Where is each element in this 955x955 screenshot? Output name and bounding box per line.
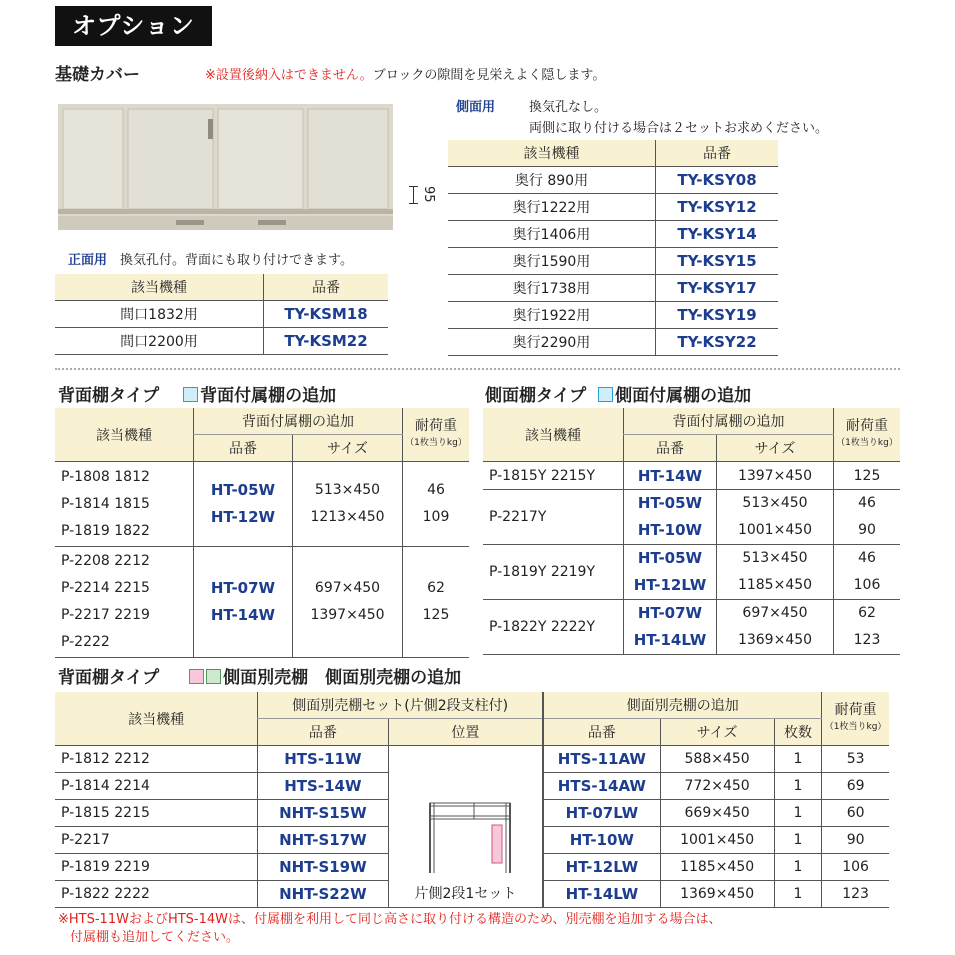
table-row xyxy=(55,547,469,658)
model-cell: P-1808 1812 P-1814 1815 P-1819 1822 xyxy=(55,462,194,547)
model-cell: 奥行2290用 xyxy=(448,329,656,356)
model-cell: 間口1832用 xyxy=(55,301,264,328)
front-col-model: 該当機種 xyxy=(55,274,264,301)
table-row xyxy=(448,302,778,329)
side-cover-table xyxy=(448,140,778,356)
sep-col-set: 側面別売棚セット(片側2段支柱付) xyxy=(258,692,544,719)
sep-col-qty: 枚数 xyxy=(774,719,822,746)
side-table xyxy=(483,408,900,655)
table-row xyxy=(483,462,900,490)
sep-col-model: 該当機種 xyxy=(55,692,258,746)
front-col-code: 品番 xyxy=(264,274,389,301)
side-cover-col-code: 品番 xyxy=(656,140,779,167)
code-cell: HT-05W HT-12W xyxy=(194,462,293,547)
size-cell: 513×450 1185×450 xyxy=(717,545,834,600)
side-col-model: 該当機種 xyxy=(483,408,624,462)
code-cell: TY-KSY22 xyxy=(656,329,779,356)
set-code-cell: NHT-S17W xyxy=(258,827,388,854)
model-cell: 間口2200用 xyxy=(55,328,264,355)
code-cell: HT-05W HT-12LW xyxy=(624,545,717,600)
side-cover-desc2: 両側に取り付ける場合は２セットお求めください。 xyxy=(529,121,829,136)
qty-cell: 1 xyxy=(774,746,822,773)
load-cell: 123 xyxy=(822,881,889,908)
dimension-tick-bottom xyxy=(409,203,418,204)
load-cell: 90 xyxy=(822,827,889,854)
code-cell: TY-KSM22 xyxy=(264,328,389,355)
size-cell: 1369×450 xyxy=(660,881,774,908)
qty-cell: 1 xyxy=(774,800,822,827)
table-row xyxy=(55,301,388,328)
table-row xyxy=(55,462,469,547)
load-cell: 69 xyxy=(822,773,889,800)
model-cell: P-1822 2222 xyxy=(55,881,258,908)
size-cell: 513×450 1001×450 xyxy=(717,490,834,545)
model-cell: P-1812 2212 xyxy=(55,746,258,773)
sep-col-pos: 位置 xyxy=(388,719,543,746)
footnote xyxy=(58,911,938,947)
side-cover-label: 側面用 xyxy=(456,100,496,115)
side-col-size: サイズ xyxy=(717,435,834,462)
table-row xyxy=(55,746,889,773)
legend-blue-icon xyxy=(183,387,198,402)
table-row xyxy=(448,275,778,302)
front-caption xyxy=(68,249,353,268)
side-heading xyxy=(485,381,751,406)
side-legend: 側面付属棚の追加 xyxy=(615,386,752,406)
model-cell: P-2217 xyxy=(55,827,258,854)
table-row xyxy=(448,194,778,221)
code-cell: HT-14LW xyxy=(543,881,660,908)
model-cell: P-1822Y 2222Y xyxy=(483,600,624,655)
shed-image xyxy=(58,104,398,234)
shelf-diagram xyxy=(410,797,520,875)
model-cell: P-2217Y xyxy=(483,490,624,545)
table-row xyxy=(483,600,900,655)
back-legend: 背面付属棚の追加 xyxy=(200,386,337,406)
model-cell: P-1814 2214 xyxy=(55,773,258,800)
load-cell: 62 125 xyxy=(403,547,470,658)
position-caption: 片側2段1セット xyxy=(414,886,517,902)
qty-cell: 1 xyxy=(774,827,822,854)
sep-col-load: 耐荷重 （1枚当りkg） xyxy=(822,692,889,746)
qty-cell: 1 xyxy=(774,881,822,908)
kiso-description: ブロックの隙間を見栄えよく隠します。 xyxy=(372,68,606,83)
legend-green-icon xyxy=(206,669,221,684)
code-cell: HTS-11AW xyxy=(543,746,660,773)
set-code-cell: NHT-S22W xyxy=(258,881,388,908)
size-cell: 513×450 1213×450 xyxy=(293,462,403,547)
code-cell: TY-KSY08 xyxy=(656,167,779,194)
size-cell: 1185×450 xyxy=(660,854,774,881)
load-cell: 46 90 xyxy=(834,490,901,545)
code-cell: TY-KSY15 xyxy=(656,248,779,275)
set-code-cell: HTS-11W xyxy=(258,746,388,773)
front-table xyxy=(55,274,388,355)
back-col-size: サイズ xyxy=(293,435,403,462)
side-heading-text: 側面棚タイプ xyxy=(485,386,587,406)
code-cell: TY-KSY19 xyxy=(656,302,779,329)
side-col-group: 背面付属棚の追加 xyxy=(624,408,834,435)
set-code-cell: HTS-14W xyxy=(258,773,388,800)
size-cell: 772×450 xyxy=(660,773,774,800)
model-cell: P-2208 2212 P-2214 2215 P-2217 2219 P-2222 xyxy=(55,547,194,658)
sep-heading xyxy=(58,663,461,688)
load-cell: 62 123 xyxy=(834,600,901,655)
qty-cell: 1 xyxy=(774,773,822,800)
back-col-group: 背面付属棚の追加 xyxy=(194,408,403,435)
separator xyxy=(55,368,900,370)
model-cell: 奥行1406用 xyxy=(448,221,656,248)
load-cell: 60 xyxy=(822,800,889,827)
side-col-load: 耐荷重 （1枚当りkg） xyxy=(834,408,901,462)
back-col-code: 品番 xyxy=(194,435,293,462)
size-cell: 697×450 1369×450 xyxy=(717,600,834,655)
dimension-line xyxy=(413,186,415,204)
code-cell: HT-14W xyxy=(624,462,717,490)
table-row xyxy=(448,167,778,194)
front-desc: 換気孔付。背面にも取り付けできます。 xyxy=(120,253,353,268)
back-table xyxy=(55,408,469,658)
back-heading xyxy=(58,381,336,406)
code-cell: HT-05W HT-10W xyxy=(624,490,717,545)
model-cell: 奥行1222用 xyxy=(448,194,656,221)
model-cell: P-1815 2215 xyxy=(55,800,258,827)
code-cell: HT-12LW xyxy=(543,854,660,881)
sep-col-set-code: 品番 xyxy=(258,719,388,746)
code-cell: TY-KSY14 xyxy=(656,221,779,248)
dimension-label: 95 xyxy=(421,186,436,203)
sep-col-code: 品番 xyxy=(543,719,660,746)
kiso-warning: ※設置後納入はできません。 xyxy=(205,68,373,83)
kiso-note xyxy=(205,64,605,83)
size-cell: 669×450 xyxy=(660,800,774,827)
load-cell: 106 xyxy=(822,854,889,881)
table-row xyxy=(483,490,900,545)
code-cell: TY-KSY12 xyxy=(656,194,779,221)
code-cell: HT-07LW xyxy=(543,800,660,827)
load-cell: 46 109 xyxy=(403,462,470,547)
dimension-tick-top xyxy=(409,186,418,187)
side-cover-col-model: 該当機種 xyxy=(448,140,656,167)
footnote-line2: 付属棚も追加してください。 xyxy=(70,930,240,945)
code-cell: HT-07W HT-14LW xyxy=(624,600,717,655)
model-cell: 奥行 890用 xyxy=(448,167,656,194)
legend-blue-icon xyxy=(598,387,613,402)
code-cell: TY-KSY17 xyxy=(656,275,779,302)
model-cell: P-1815Y 2215Y xyxy=(483,462,624,490)
model-cell: 奥行1590用 xyxy=(448,248,656,275)
model-cell: P-1819Y 2219Y xyxy=(483,545,624,600)
code-cell: HTS-14AW xyxy=(543,773,660,800)
sep-col-add: 側面別売棚の追加 xyxy=(543,692,821,719)
back-col-model: 該当機種 xyxy=(55,408,194,462)
sep-col-size: サイズ xyxy=(660,719,774,746)
size-cell: 1397×450 xyxy=(717,462,834,490)
table-row xyxy=(448,329,778,356)
sep-table xyxy=(55,692,889,908)
size-cell: 697×450 1397×450 xyxy=(293,547,403,658)
sep-legend: 側面別売棚 側面別売棚の追加 xyxy=(223,668,462,688)
table-row xyxy=(55,328,388,355)
page-title: オプション xyxy=(55,6,212,46)
load-cell: 53 xyxy=(822,746,889,773)
back-heading-text: 背面棚タイプ xyxy=(58,386,160,406)
table-row xyxy=(448,221,778,248)
code-cell: TY-KSM18 xyxy=(264,301,389,328)
side-cover-desc1: 換気孔なし。 xyxy=(529,100,608,115)
size-cell: 588×450 xyxy=(660,746,774,773)
model-cell: 奥行1922用 xyxy=(448,302,656,329)
position-cell xyxy=(388,746,543,908)
front-label: 正面用 xyxy=(68,253,108,268)
kiso-heading: 基礎カバー xyxy=(55,65,140,85)
code-cell: HT-07W HT-14W xyxy=(194,547,293,658)
model-cell: P-1819 2219 xyxy=(55,854,258,881)
legend-pink-icon xyxy=(189,669,204,684)
set-code-cell: NHT-S15W xyxy=(258,800,388,827)
side-col-code: 品番 xyxy=(624,435,717,462)
qty-cell: 1 xyxy=(774,854,822,881)
load-cell: 46 106 xyxy=(834,545,901,600)
size-cell: 1001×450 xyxy=(660,827,774,854)
set-code-cell: NHT-S19W xyxy=(258,854,388,881)
load-cell: 125 xyxy=(834,462,901,490)
model-cell: 奥行1738用 xyxy=(448,275,656,302)
footnote-line1: ※HTS-11WおよびHTS-14Wは、付属棚を利用して同じ高さに取り付ける構造のため、別売棚を追加する場合は、 xyxy=(58,912,722,927)
table-row xyxy=(483,545,900,600)
table-row xyxy=(448,248,778,275)
sep-heading-text: 背面棚タイプ xyxy=(58,668,160,688)
code-cell: HT-10W xyxy=(543,827,660,854)
back-col-load: 耐荷重 （1枚当りkg） xyxy=(403,408,470,462)
